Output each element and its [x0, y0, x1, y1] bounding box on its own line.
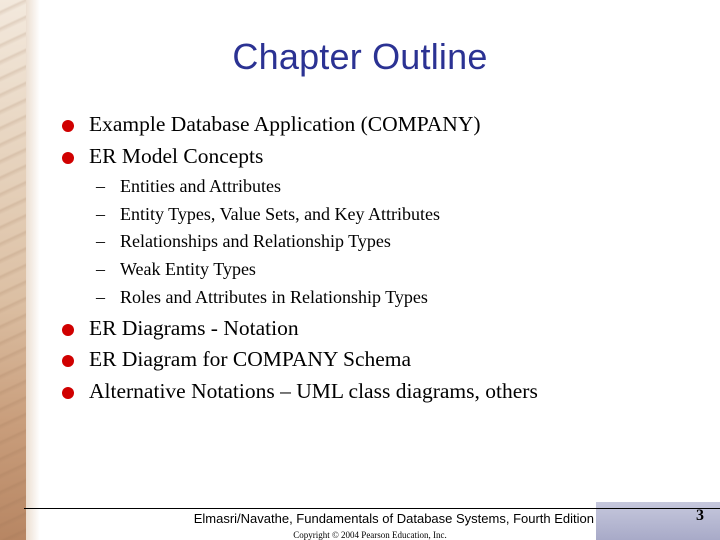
sub-item-text: Relationships and Relationship Types [120, 231, 391, 251]
sub-item-text: Entity Types, Value Sets, and Key Attributes [120, 204, 441, 224]
footer-book-title: Elmasri/Navathe, Fundamentals of Database Systems, Fourth Edition [193, 511, 594, 526]
bullet-icon [62, 355, 74, 367]
sub-item-text: Roles and Attributes in Relationship Types [120, 287, 428, 307]
bullet-icon [62, 387, 74, 399]
bullet-text: ER Diagrams - Notation [89, 316, 299, 340]
sub-item-text: Weak Entity Types [120, 259, 256, 279]
dash-marker: – [96, 204, 105, 224]
slide-title: Chapter Outline [232, 36, 488, 77]
sub-item-text: Entities and Attributes [120, 176, 281, 196]
footer-copyright: Copyright © 2004 Pearson Education, Inc. [293, 530, 447, 540]
dash-marker: – [96, 231, 105, 251]
desert-background-strip [0, 0, 26, 540]
page-number: 3 [696, 507, 704, 524]
bullet-text: ER Diagram for COMPANY Schema [89, 347, 412, 371]
background-fade [26, 0, 40, 540]
bullet-icon [62, 152, 74, 164]
footer-divider [24, 508, 720, 509]
bullet-icon [62, 120, 74, 132]
dash-marker: – [96, 287, 105, 307]
bullet-text: Example Database Application (COMPANY) [89, 112, 481, 136]
dash-marker: – [96, 176, 105, 196]
bullet-icon [62, 324, 74, 336]
bullet-text: ER Model Concepts [89, 144, 264, 168]
dash-marker: – [96, 259, 105, 279]
bullet-text: Alternative Notations – UML class diagrams, others [89, 379, 538, 403]
